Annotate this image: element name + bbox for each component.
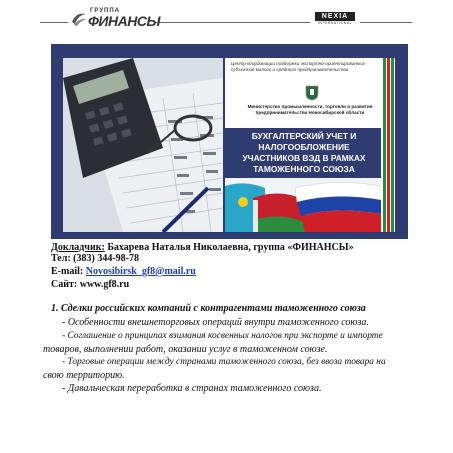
seminar-title-line: УЧАСТНИКОВ ВЭД В РАМКАХ [242,153,366,163]
email-link[interactable]: Novosibirsk_gf8@mail.ru [85,266,196,277]
nexia-logo-sub: INTERNATIONAL [317,21,353,25]
seminar-title-line: НАЛОГООБЛОЖЕНИЕ [258,142,350,152]
seminar-title [229,131,379,175]
seminar-banner [51,44,408,239]
seminar-title-line: БУХГАЛТЕРСКИЙ УЧЕТ И [251,131,357,141]
nexia-logo [314,12,356,26]
nexia-logo-name: NEXIA [315,12,355,21]
header-line-middle [156,22,310,23]
customs-union-flags-image [225,178,381,232]
speaker-label: Докладчик: [51,242,105,253]
speaker-name: Бахарева Наталья Николаевна, группа «ФИНАНСЫ» [104,242,354,253]
agenda-line: - Торговые операции между странами таможенного союза, без ввоза товара на [62,357,386,367]
calculator-documents-image [63,58,223,232]
agenda-line: - Соглашение о принципах взимания косвенных налогов при экспорте и импорте [62,331,383,341]
region-emblem-icon [305,85,319,101]
flag-stripes-decoration [381,58,395,232]
calculator-photo-illustration [63,58,223,232]
section-title: 1. Сделки российских компаний с контрагентами таможенного союза [51,303,366,314]
finansy-swoosh-icon [70,10,88,28]
email-label: E-mail: [51,266,86,277]
finansy-logo-text: ФИНАНСЫ [88,13,160,29]
agenda-line: - Особенности внешнеторговых операций внутри таможенного союза. [62,317,369,328]
seminar-title-line: ТАМОЖЕННОГО СОЮЗА [253,164,355,174]
speaker-site: Сайт: www.gf8.ru [51,279,130,290]
ministry-text: Министерство промышленности, торговли и развития предпринимательства Новосибирской области [247,104,373,115]
seminar-info-panel [225,58,395,232]
agenda-line: - Давальческая переработка в странах таможенного союза. [62,383,322,394]
agenda-line: свою территорию. [43,370,125,381]
center-text: Центр координации поддержки экспортно-ориентированных субъектов малого и среднего предпринимательства [231,61,366,72]
finansy-logo-small: ГРУППА [90,8,121,14]
speaker-email-line [51,265,196,278]
header-line-left [40,22,68,23]
finansy-logo [70,8,160,32]
agenda-line: товаров, выполнении работ, оказании услуг в таможенном союзе. [43,344,328,355]
header-line-right [360,22,412,23]
speaker-phone: Тел: (383) 344-98-78 [51,253,139,264]
